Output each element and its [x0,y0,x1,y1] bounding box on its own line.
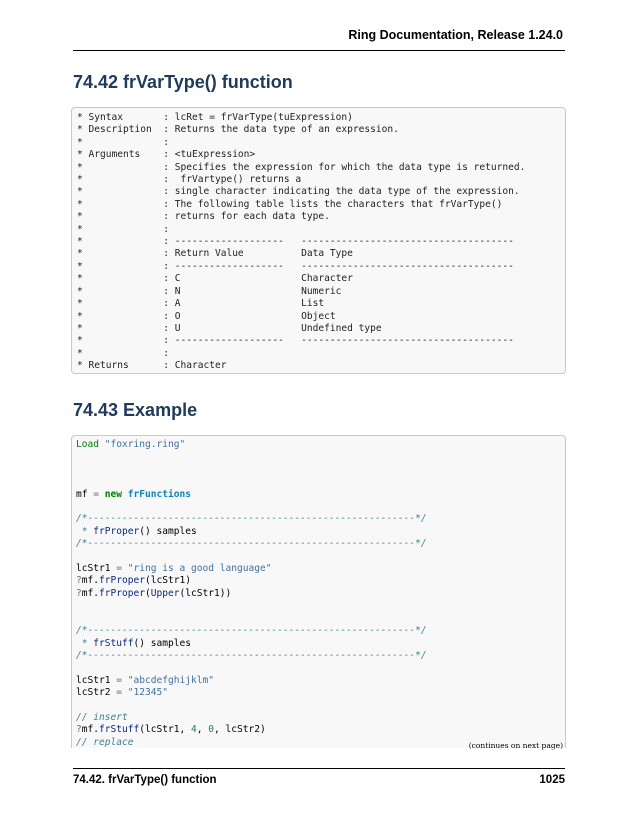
code-line [76,526,565,538]
keyword-load: Load [76,439,99,450]
syntax-code-line: * Syntax : lcRet = frVarType(tuExpression) [77,112,353,123]
arguments: (lcStr1) [144,575,191,587]
function-name: Upper [150,587,180,599]
code-line [76,724,565,736]
blank-line [76,501,565,513]
blank-line [76,476,565,488]
paren: ( [144,587,151,599]
code-line [76,687,565,699]
function-name: frStuff [93,637,134,649]
syntax-code-line: * : [77,136,169,148]
running-header: Ring Documentation, Release 1.24.0 [348,28,563,42]
page-number: 1025 [539,774,565,786]
arguments: (lcStr1, [139,724,191,736]
blank-line [76,464,565,476]
blank-line [76,700,565,712]
function-name: frStuff [99,724,140,736]
syntax-code-line: * : [77,347,169,359]
class-name: frFunctions [127,488,191,500]
code-line [76,439,565,451]
code-line [76,538,565,550]
punctuation: , [196,724,209,736]
syntax-code-line: * : [77,223,169,235]
code-line [76,625,565,637]
syntax-code-line: * : N Numeric [77,285,342,297]
syntax-code [77,112,565,373]
function-name: frProper [99,587,145,599]
syntax-code-line: * : single character indicating the data type of the expression. [77,186,520,198]
function-name: frProper [99,575,145,587]
comment-insert: // insert [76,711,128,723]
identifier: lcStr1 [76,563,111,575]
code-line [76,489,565,501]
string-literal: "abcdefghijklm" [127,674,214,686]
syntax-code-line: * Description : Returns the data type of an expression. [77,124,399,136]
code-line [76,650,565,662]
operator: ? [76,587,82,599]
syntax-code-line: * : ------------------- ------------------------------------- [77,260,514,272]
syntax-code-line: * Returns : Character [77,360,227,372]
arguments: , lcStr2) [213,724,266,736]
identifier: mf. [81,575,99,587]
number-literal: 0 [208,724,214,736]
syntax-code-line: * : ------------------- ------------------------------------- [77,335,514,347]
string-literal: "12345" [127,687,168,699]
comment-replace: // replace [76,736,134,748]
keyword-new: new [104,488,122,500]
blank-line [76,600,565,612]
syntax-code-line: * : Return Value Data Type [77,248,353,260]
operator: = [110,674,128,686]
operator: ? [76,575,82,587]
footer-section-title: 74.42. frVarType() function [73,774,217,786]
code-line [76,588,565,600]
identifier: mf. [81,587,99,599]
syntax-code-line: * : ------------------- ------------------------------------- [77,236,514,248]
string-literal: "foxring.ring" [104,439,186,450]
comment-divider: /*---------------------------------------------------------*/ [76,649,427,661]
syntax-code-line: * Arguments : <tuExpression> [77,149,256,161]
identifier: mf. [81,724,99,736]
continues-note: (continues on next page) [468,741,563,750]
function-name: frProper [93,525,140,537]
identifier: lcStr2 [76,687,111,699]
comment-divider: /*---------------------------------------------------------*/ [76,513,427,525]
syntax-code-line: * : A List [77,298,325,310]
code-line [76,638,565,650]
comment-text: * [76,637,94,649]
operator: ? [76,724,82,736]
syntax-code-line: * : frVartype() returns a [77,174,302,186]
arguments: (lcStr1)) [179,587,232,599]
blank-line [76,613,565,625]
number-literal: 4 [190,724,197,736]
blank-line [76,451,565,463]
example-code [76,439,565,748]
comment-text: () samples [139,525,197,537]
identifier: mf [76,488,88,500]
identifier: lcStr1 [76,674,111,686]
comment-divider: /*---------------------------------------------------------*/ [76,538,427,550]
syntax-code-line: * : O Object [77,310,336,322]
operator: = [87,488,105,500]
comment-text: () samples [133,637,191,649]
header-divider [73,50,565,51]
code-line [76,712,565,724]
syntax-code-line: * : U Undefined type [77,322,382,334]
comment-divider: /*---------------------------------------------------------*/ [76,625,427,637]
operator: = [110,563,128,575]
syntax-code-line: * : The following table lists the characters that frVarType() [77,198,503,210]
code-block-example [71,435,566,748]
syntax-code-line: * : returns for each data type. [77,211,330,223]
syntax-code-line: * : Specifies the expression for which the data type is returned. [77,161,526,173]
blank-line [76,662,565,674]
code-line [76,513,565,525]
operator: = [110,687,128,699]
footer-divider [73,768,565,769]
syntax-code-line: * : C Character [77,273,353,285]
code-line [76,675,565,687]
code-line [76,575,565,587]
section-heading-example: 74.43 Example [73,400,198,420]
blank-line [76,551,565,563]
section-heading-frvartype: 74.42 frVarType() function [73,72,293,92]
string-literal: "ring is a good language" [127,563,272,575]
code-line [76,563,565,575]
comment-text: * [76,525,94,537]
code-block-frvartype-syntax [71,107,566,374]
